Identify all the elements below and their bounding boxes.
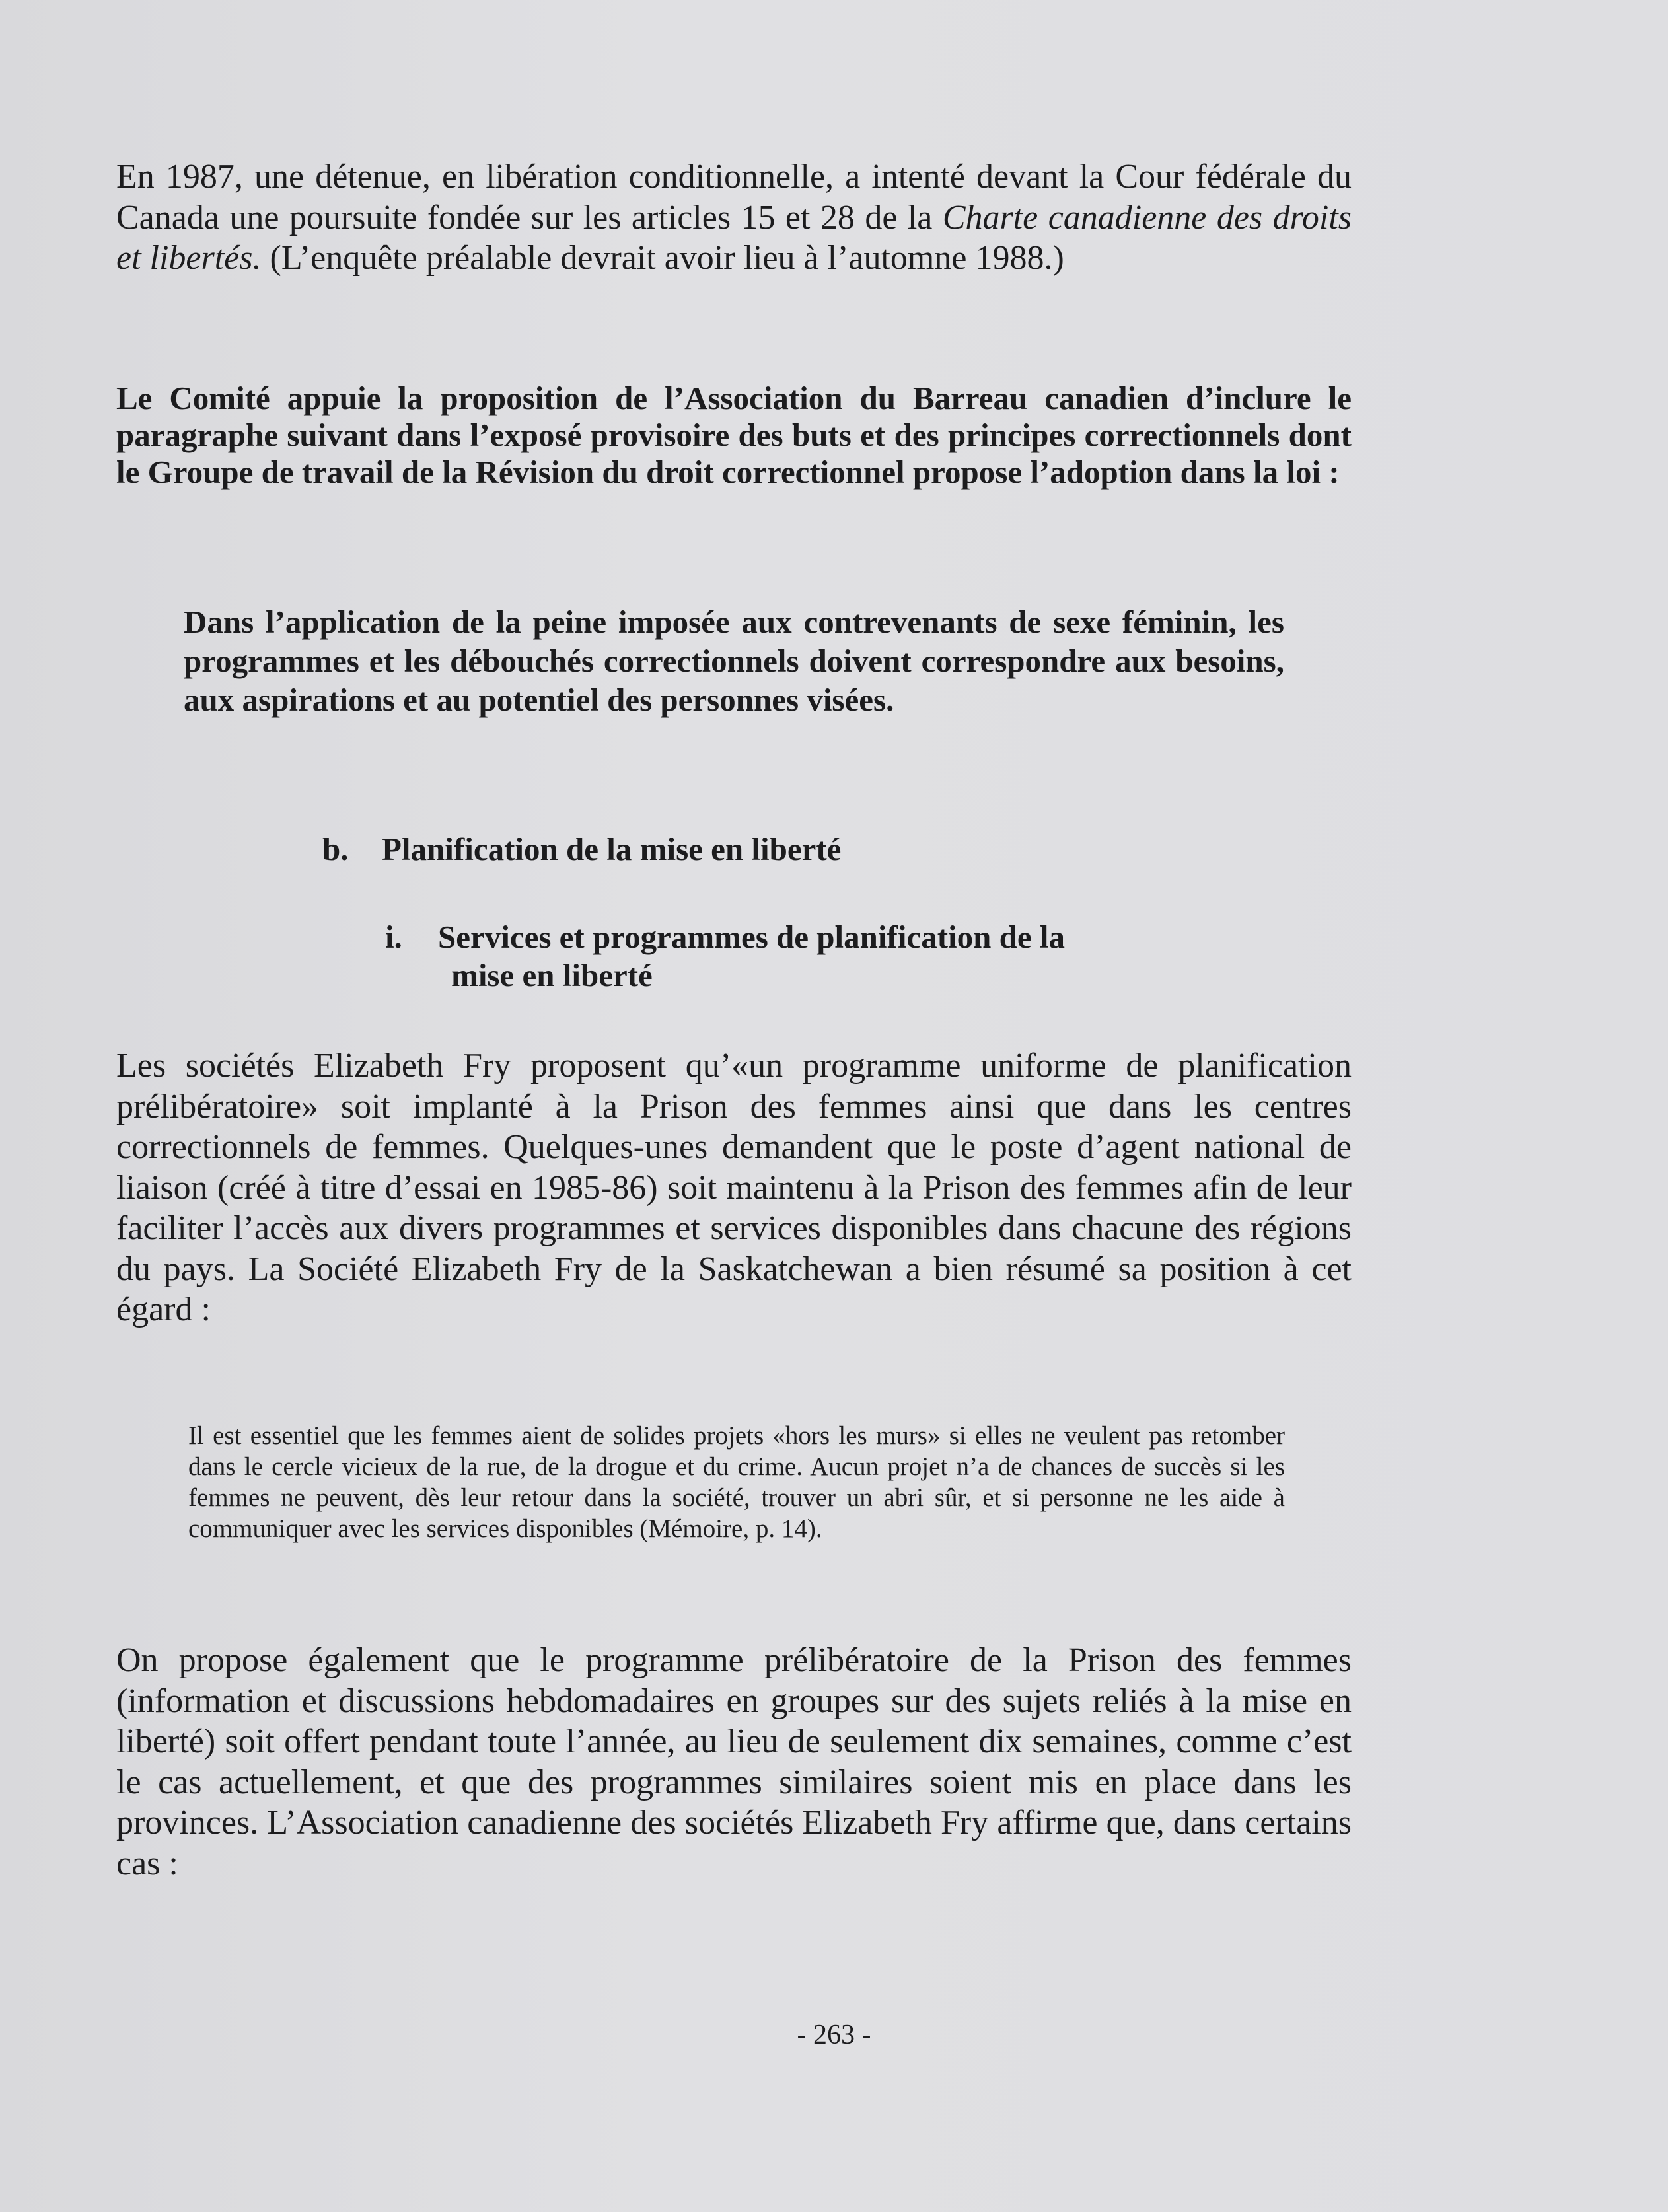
section-number-b: b.: [322, 831, 349, 867]
paragraph-prerelease-program: On propose également que le programme prélibératoire de la Prison des femmes (information et discussions hebdomadaires en groupes sur des sujets reliés à la mise en liberté) soit offert pendant toute l’année, au lieu de seulement dix semaines, comme c’est le cas actuellement, et que des programmes similaires soient mis en place dans les provinces. L’Association canadienne des sociétés Elizabeth Fry affirme que, dans certains cas :: [116, 1641, 1352, 1882]
section-title-b: Planification de la mise en liberté: [382, 831, 842, 867]
paragraph-committee-recommendation: Le Comité appuie la proposition de l’Association du Barreau canadien d’inclure le paragraphe suivant dans l’exposé provisoire des buts et des principes correctionnels dont le Groupe de travail de la Révision du droit correctionnel propose l’adoption dans la loi :: [116, 380, 1352, 490]
lawsuit-text-end: (L’enquête préalable devrait avoir lieu à l’automne 1988.): [261, 239, 1064, 277]
subsection-title-line2: mise en liberté: [451, 957, 653, 993]
subsection-heading-i: [385, 918, 1065, 995]
subsection-number-i: i.: [385, 919, 402, 955]
paragraph-lawsuit: [116, 157, 1352, 279]
recommended-paragraph-quote: Dans l’application de la peine imposée aux contrevenants de sexe féminin, les programmes et les débouchés correctionnels doivent correspondre aux besoins, aux aspirations et au potentiel des personnes visées.: [184, 604, 1284, 718]
paragraph-elizabeth-fry: Les sociétés Elizabeth Fry proposent qu’«un programme uniforme de planification prélibératoire» soit implanté à la Prison des femmes ainsi que dans les centres correctionnels de femmes. Quelques-unes demandent que le poste d’agent national de liaison (créé à titre d’essai en 1985-86) soit maintenu à la Prison des femmes afin de leur faciliter l’accès aux divers programmes et services disponibles dans chacune des régions du pays. La Société Elizabeth Fry de la Saskatchewan a bien résumé sa position à cet égard :: [116, 1047, 1352, 1328]
charter-title: Charte canadienne des droits et libertés.: [116, 198, 1352, 277]
section-heading-b: [322, 830, 841, 869]
saskatchewan-brief-quote: Il est essentiel que les femmes aient de solides projets «hors les murs» si elles ne veulent pas retomber dans le cercle vicieux de la rue, de la drogue et du crime. Aucun projet n’a de chances de succès si les femmes ne peuvent, dès leur retour dans la société, trouver un abri sûr, et si personne ne les aide à communiquer avec les services disponibles (Mémoire, p. 14).: [188, 1421, 1285, 1543]
page-number: - 263 -: [797, 2020, 871, 2050]
lawsuit-text-start: En 1987, une détenue, en libération conditionnelle, a intenté devant la Cour fédérale du Canada une poursuite fondée sur les articles 15 et 28 de la: [116, 158, 1352, 236]
subsection-title-line1: Services et programmes de planification de la: [438, 919, 1066, 955]
